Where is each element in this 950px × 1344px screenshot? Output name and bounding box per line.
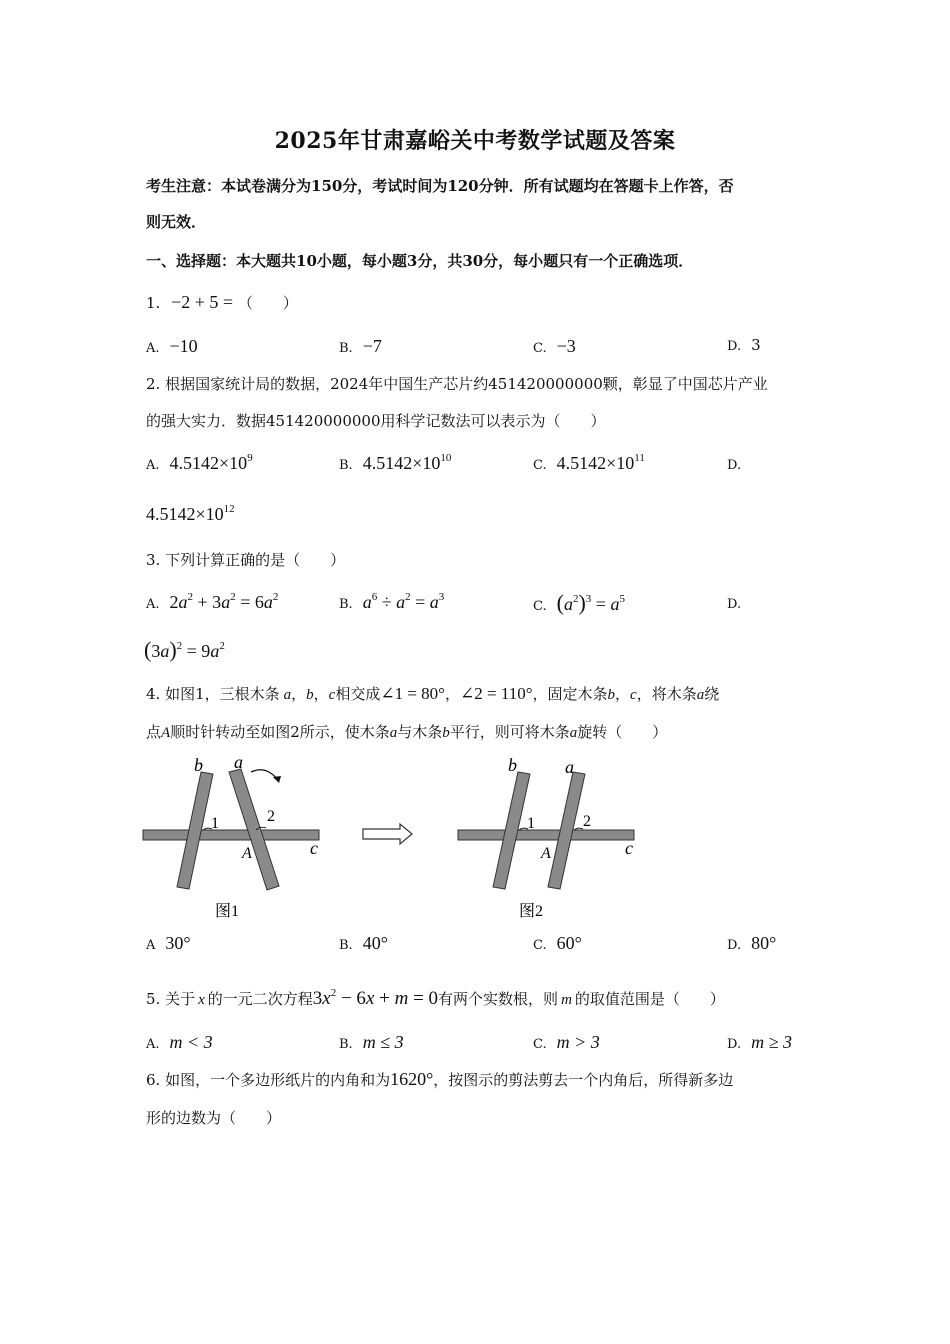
rotation-arrow: [251, 770, 278, 780]
q3-option-b: B. $a^6 \div a^2 = a^3$: [339, 591, 445, 612]
q2-option-d: $4.5142\times 10^{12}$: [146, 503, 235, 524]
q2-option-b: B. $4.5142\times 10^{10}$: [339, 452, 452, 473]
q4-option-a: A 30°: [146, 933, 191, 953]
question-6-line-1: 6. 如图，一个多边形纸片的内角和为1620°，按图示的剪法剪去一个内角后，所得新多边: [146, 1069, 734, 1089]
q1-option-a: A. −10: [146, 336, 198, 356]
answer-blank: （ ）: [237, 294, 298, 312]
question-5: 5. 关于 x 的一元二次方程$3x^2 - 6x + m = 0$有两个实数根，则 m 的取值范围是（ ）: [146, 987, 725, 1009]
figure-1-caption: 图1: [215, 903, 240, 920]
question-2-line-2: 的强大实力．数据451420000000用科学记数法可以表示为（ ）: [146, 412, 606, 430]
label-b: b: [194, 755, 203, 775]
stick-c: [458, 830, 634, 840]
q2-option-d-label: D.: [727, 458, 742, 473]
label-A: A: [242, 845, 252, 862]
stick-c: [143, 830, 319, 840]
label-1: 1: [527, 815, 535, 832]
q1-option-c: C. −3: [533, 336, 576, 356]
section-heading: 一、选择题：本大题共10小题，每小题3分，共30分，每小题只有一个正确选项．: [146, 252, 694, 270]
question-number: 1.: [146, 294, 161, 312]
q5-option-a: A. m < 3: [146, 1032, 213, 1052]
figure-2: [458, 755, 634, 920]
label-a: a: [565, 757, 574, 777]
question-2-line-1: 2. 根据国家统计局的数据，2024年中国生产芯片约451420000000颗，彰显了中国芯片产业: [146, 375, 768, 393]
label-c: c: [625, 838, 633, 858]
q4-option-d: D. 80°: [727, 933, 777, 953]
notice-line-2: 则无效．: [146, 213, 207, 231]
q3-option-a: A. $2a^2 + 3a^2 = 6a^2$: [146, 591, 279, 612]
question-4-line-1: 4. 如图1，三根木条 a，b，c相交成∠1 = 80°，∠2 = 110°，固定木条b，c，将木条a绕: [146, 684, 720, 703]
q3-option-c: C. $(a^2)^3 = a^5$: [533, 590, 625, 615]
q2-option-c: C. $4.5142\times 10^{11}$: [533, 452, 645, 473]
q4-option-b: B. 40°: [339, 933, 388, 953]
q4-option-c: C. 60°: [533, 933, 582, 953]
figure-2-caption: 图2: [519, 903, 544, 920]
notice-line-1: 考生注意：本试卷满分为150分，考试时间为120分钟．所有试题均在答题卡上作答，否: [146, 177, 734, 195]
math-expression: −2 + 5 =: [171, 292, 234, 312]
arrow-head: [273, 776, 281, 783]
transition-arrow-icon: [363, 824, 412, 844]
q5-option-d: D. m ≥ 3: [727, 1032, 792, 1052]
q2-option-a: A. $4.5142\times 10^9$: [146, 452, 253, 473]
q5-option-b: B. m ≤ 3: [339, 1032, 404, 1052]
question-4-line-2: 点A顺时针转动至如图2所示，使木条a与木条b平行，则可将木条a旋转（ ）: [146, 723, 668, 741]
q1-option-b: B. −7: [339, 336, 382, 356]
label-A: A: [541, 845, 551, 862]
q5-option-c: C. m > 3: [533, 1032, 600, 1052]
label-b: b: [508, 755, 517, 775]
q3-option-d-label: D.: [727, 597, 742, 612]
label-2: 2: [583, 813, 591, 830]
question-3: 3. 下列计算正确的是（ ）: [146, 551, 346, 569]
question-6-line-2: 形的边数为（ ）: [146, 1109, 282, 1127]
label-c: c: [310, 838, 318, 858]
q1-option-d: D. 3: [727, 336, 761, 354]
label-2: 2: [267, 808, 275, 825]
q3-option-d: $(3a)^2 = 9a^2$: [144, 637, 225, 662]
label-1: 1: [211, 815, 219, 832]
figure-1: [143, 752, 319, 920]
label-a: a: [234, 752, 243, 772]
page-title: 2025年甘肃嘉峪关中考数学试题及答案: [274, 128, 676, 154]
